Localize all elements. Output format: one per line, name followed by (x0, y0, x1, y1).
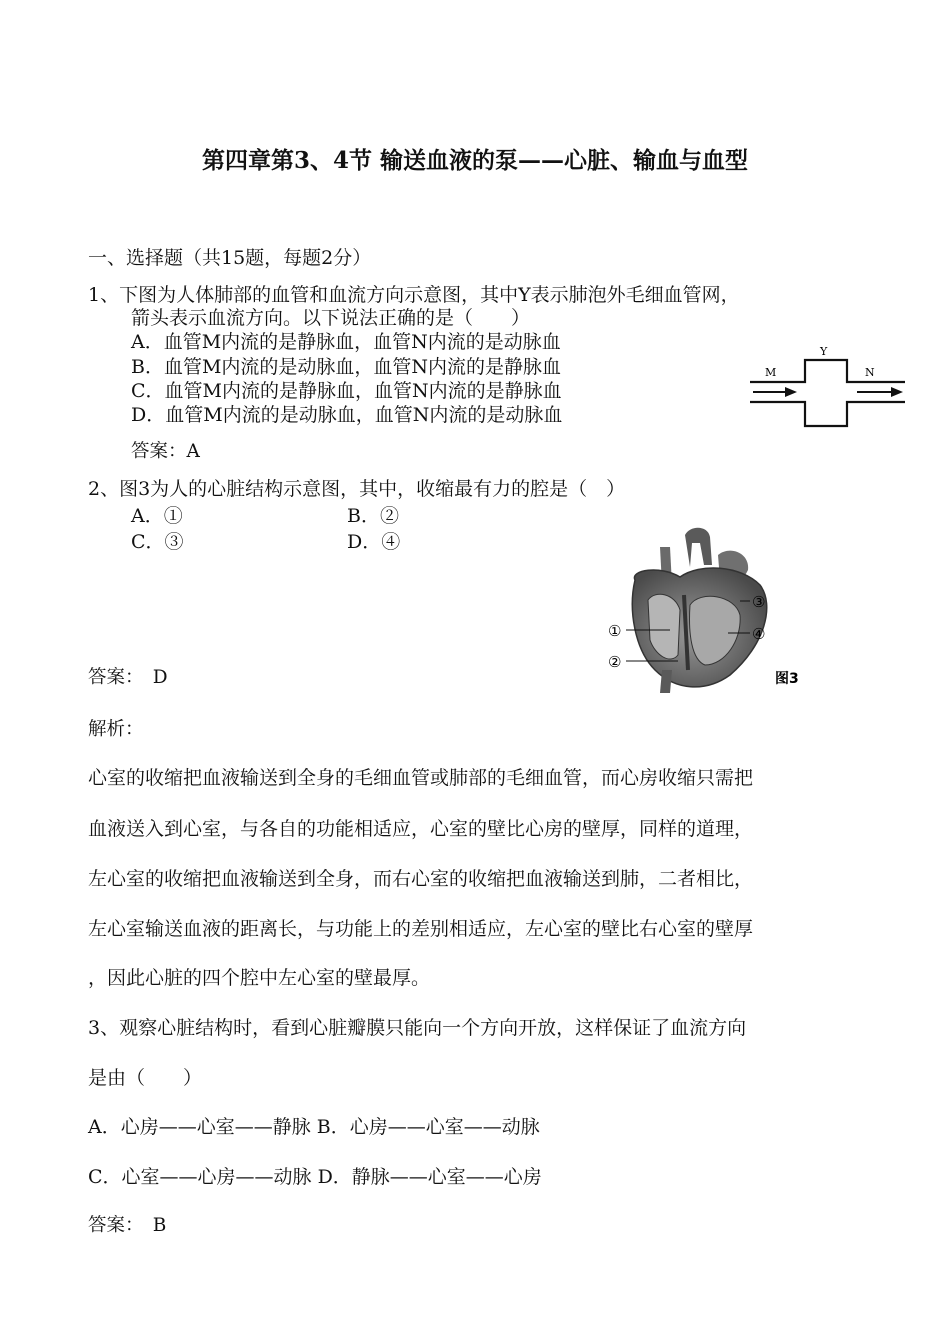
q3-answer: 答案： B (88, 1215, 167, 1236)
q3-stem-line1: 3、观察心脏结构时，看到心脏瓣膜只能向一个方向开放，这样保证了血流方向 (88, 1017, 747, 1039)
analysis-line: 左心室的收缩把血液输送到全身，而右心室的收缩把血液输送到肺，二者相比， (88, 868, 754, 890)
q3-stem-line2: 是由（ ） (88, 1067, 203, 1089)
vessel-lower-wall (750, 402, 905, 426)
q2-option-d: D．④ (347, 531, 401, 553)
q3-options-line1: A．心房——心室——静脉 B．心房——心室——动脉 (88, 1116, 540, 1138)
label-m: M (765, 366, 777, 379)
q1-stem-line1: 1、下图为人体肺部的血管和血流方向示意图，其中Y表示肺泡外毛细血管网， (88, 284, 740, 306)
label-3: ③ (752, 593, 766, 611)
q1-stem-line2: 箭头表示血流方向。以下说法正确的是（ ） (131, 307, 531, 329)
q1-option-a: A．血管M内流的是静脉血，血管N内流的是动脉血 (131, 331, 561, 353)
q1-option-d: D．血管M内流的是动脉血，血管N内流的是动脉血 (131, 404, 563, 426)
q2-option-a: A．① (131, 505, 183, 527)
label-2: ② (608, 653, 622, 671)
analysis-line: ，因此心脏的四个腔中左心室的壁最厚。 (88, 967, 431, 989)
label-4: ④ (752, 625, 766, 643)
q2-answer: 答案： D (88, 667, 168, 688)
q1-option-c: C．血管M内流的是静脉血，血管N内流的是静脉血 (131, 380, 562, 402)
analysis-line: 心室的收缩把血液输送到全身的毛细血管或肺部的毛细血管，而心房收缩只需把 (88, 767, 754, 789)
inferior-vena-cava-shape (660, 670, 672, 693)
q1-option-b: B．血管M内流的是动脉血，血管N内流的是静脉血 (131, 356, 562, 378)
label-1: ① (608, 622, 622, 640)
q2-option-c: C．③ (131, 531, 184, 553)
analysis-line: 左心室输送血液的距离长，与功能上的差别相适应，左心室的壁比右心室的壁厚 (88, 918, 754, 940)
blood-vessel-diagram (745, 340, 915, 432)
q3-options-line2: C．心室——心房——动脉 D．静脉——心室——心房 (88, 1166, 542, 1188)
section-heading: 一、选择题（共15题，每题2分） (88, 247, 372, 269)
label-n: N (865, 366, 875, 379)
q2-stem: 2、图3为人的心脏结构示意图，其中，收缩最有力的腔是（ ） (88, 478, 626, 500)
page-title: 第四章第3、4节 输送血液的泵——心脏、输血与血型 (201, 147, 748, 174)
label-y: Y (820, 345, 828, 358)
q2-option-b: B．② (347, 505, 399, 527)
q1-answer: 答案：A (131, 441, 200, 462)
arrow-n-head (891, 387, 903, 397)
aorta-shape (685, 528, 712, 567)
figure-caption: 图3 (775, 671, 799, 687)
heart-diagram (600, 525, 810, 695)
analysis-heading: 解析： (88, 719, 144, 740)
arrow-m-head (785, 387, 797, 397)
analysis-line: 血液送入到心室，与各自的功能相适应，心室的壁比心房的壁厚，同样的道理， (88, 818, 754, 840)
